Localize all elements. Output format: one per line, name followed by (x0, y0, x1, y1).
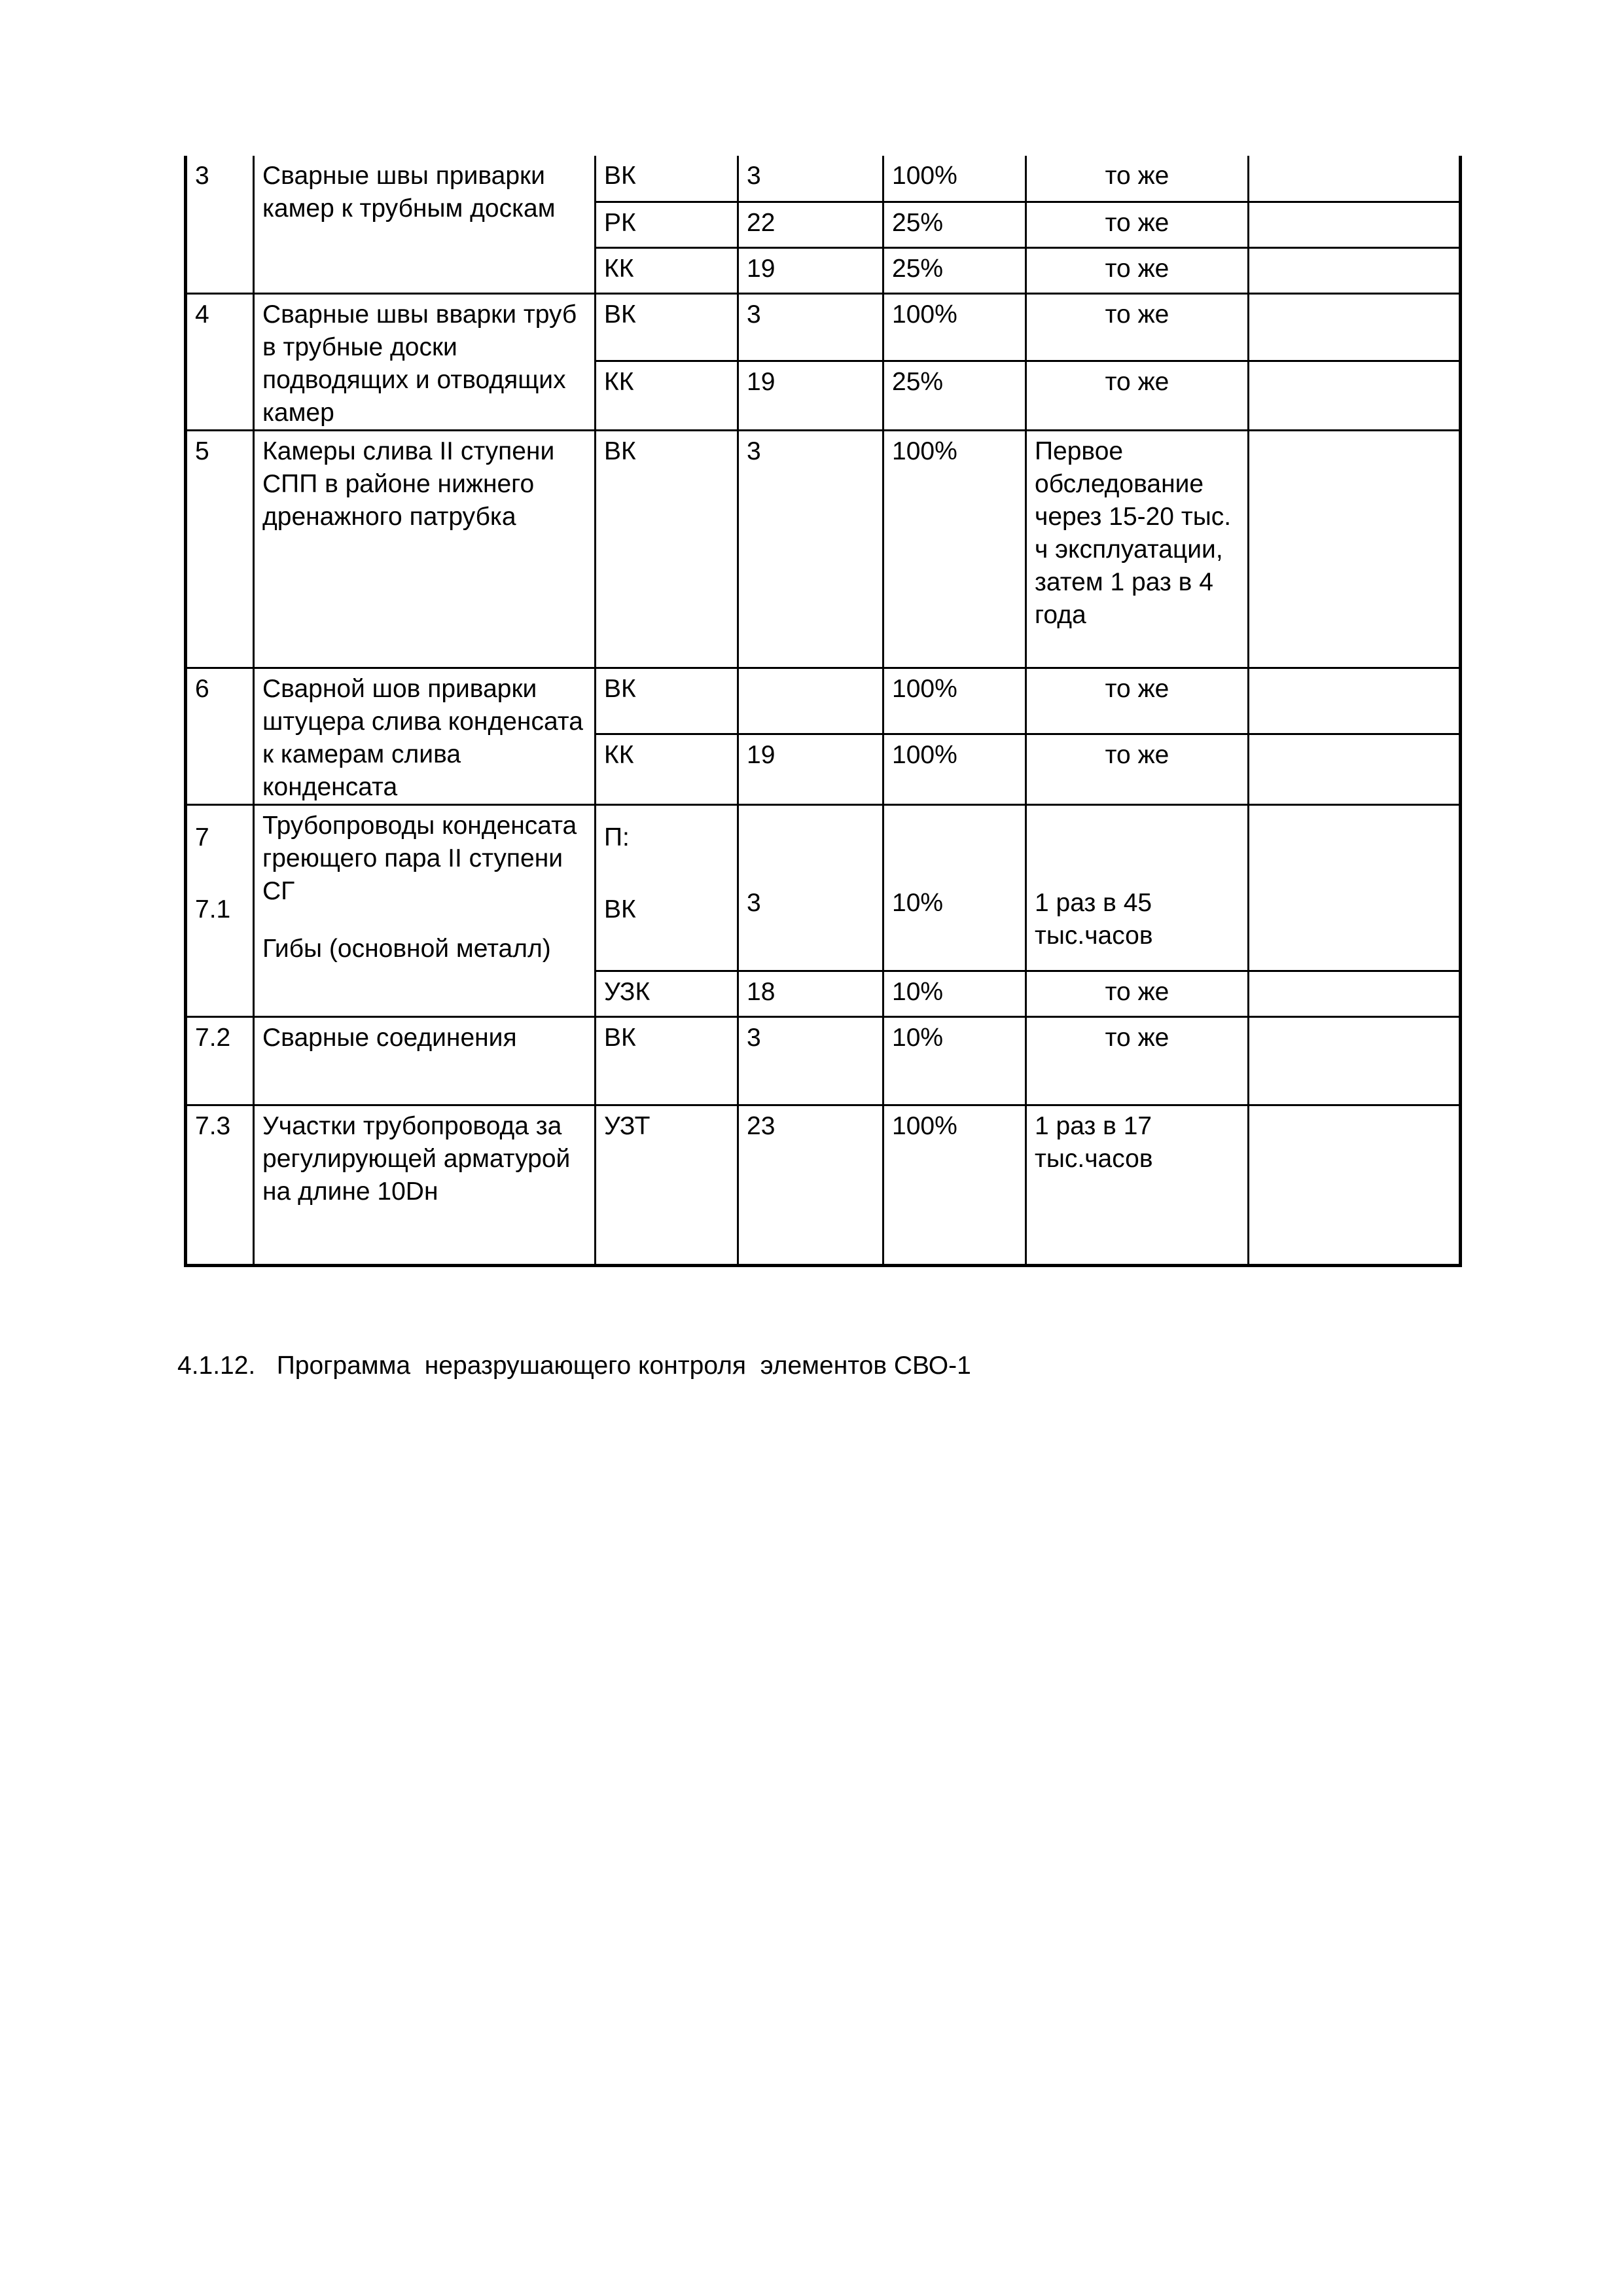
period-cell: то же (1026, 734, 1249, 804)
row-number-7: 7 (195, 823, 209, 852)
method-label-vk: ВК (604, 895, 636, 924)
period-cell: то же (1026, 668, 1249, 734)
row-number-7-1: 7.1 (195, 895, 231, 924)
method-cell: ВК (596, 668, 738, 734)
element-pipelines: Трубопроводы конденсата греющего пара II ступени СГ (262, 811, 577, 905)
norm-cell (738, 668, 883, 734)
method-cell: УЗК (596, 971, 738, 1016)
row-number-cell: 3 (186, 156, 254, 293)
volume-cell (883, 804, 1026, 971)
method-cell: КК (596, 247, 738, 293)
element-cell: Сварные швы приварки камер к трубным доскам (254, 156, 596, 293)
row-number-cell: 7.2 (186, 1016, 254, 1105)
element-cell (254, 804, 596, 1016)
norm-cell: 3 (738, 430, 883, 668)
row-number-cell: 6 (186, 668, 254, 804)
table-row (186, 1016, 1461, 1105)
table-row (186, 156, 1461, 202)
element-cell: Сварной шов приварки штуцера слива конденсата к камерам слива конденсата (254, 668, 596, 804)
note-cell (1249, 202, 1461, 247)
volume-value: 10% (892, 888, 944, 917)
volume-cell: 100% (883, 156, 1026, 202)
norm-cell (738, 804, 883, 971)
norm-cell: 22 (738, 202, 883, 247)
volume-cell: 100% (883, 1105, 1026, 1265)
method-cell: КК (596, 734, 738, 804)
note-cell (1249, 1016, 1461, 1105)
period-cell: Первое обследование через 15-20 тыс. ч эксплуатации, затем 1 раз в 4 года (1026, 430, 1249, 668)
note-cell (1249, 293, 1461, 361)
element-bends: Гибы (основной металл) (262, 934, 551, 963)
period-cell: то же (1026, 247, 1249, 293)
note-cell (1249, 1105, 1461, 1265)
row-number-cell: 4 (186, 293, 254, 430)
table-row (186, 804, 1461, 971)
method-cell: ВК (596, 1016, 738, 1105)
period-cell: то же (1026, 971, 1249, 1016)
volume-cell: 25% (883, 247, 1026, 293)
period-cell: то же (1026, 361, 1249, 430)
volume-cell: 25% (883, 202, 1026, 247)
row-number-cell: 7.3 (186, 1105, 254, 1265)
element-cell: Сварные швы вварки труб в трубные доски подводящих и отводящих камер (254, 293, 596, 430)
row-number-cell: 5 (186, 430, 254, 668)
period-cell: то же (1026, 156, 1249, 202)
norm-cell: 23 (738, 1105, 883, 1265)
element-cell: Камеры слива II ступени СПП в районе нижнего дренажного патрубка (254, 430, 596, 668)
norm-cell: 19 (738, 247, 883, 293)
method-cell: РК (596, 202, 738, 247)
table-row (186, 293, 1461, 361)
volume-cell: 100% (883, 430, 1026, 668)
norm-cell: 18 (738, 971, 883, 1016)
volume-cell: 10% (883, 971, 1026, 1016)
element-cell: Сварные соединения (254, 1016, 596, 1105)
table-row (186, 668, 1461, 734)
method-cell: КК (596, 361, 738, 430)
method-cell: УЗТ (596, 1105, 738, 1265)
note-cell (1249, 971, 1461, 1016)
note-cell (1249, 804, 1461, 971)
period-cell: то же (1026, 293, 1249, 361)
note-cell (1249, 430, 1461, 668)
period-cell: 1 раз в 17 тыс.часов (1026, 1105, 1249, 1265)
volume-cell: 100% (883, 734, 1026, 804)
norm-value: 3 (747, 888, 761, 917)
method-cell: ВК (596, 293, 738, 361)
norm-cell: 3 (738, 1016, 883, 1105)
table-row (186, 430, 1461, 668)
method-cell (596, 804, 738, 971)
element-cell: Участки трубопровода за регулирующей арматурой на длине 10Dн (254, 1105, 596, 1265)
method-label-p: П: (604, 823, 630, 852)
row-number-cell (186, 804, 254, 1016)
volume-cell: 25% (883, 361, 1026, 430)
period-cell: то же (1026, 202, 1249, 247)
period-cell (1026, 804, 1249, 971)
method-cell: ВК (596, 156, 738, 202)
note-cell (1249, 734, 1461, 804)
norm-cell: 19 (738, 361, 883, 430)
volume-cell: 100% (883, 668, 1026, 734)
volume-cell: 10% (883, 1016, 1026, 1105)
note-cell (1249, 156, 1461, 202)
period-cell: то же (1026, 1016, 1249, 1105)
volume-cell: 100% (883, 293, 1026, 361)
method-cell: ВК (596, 430, 738, 668)
norm-cell: 19 (738, 734, 883, 804)
norm-cell: 3 (738, 293, 883, 361)
table-row (186, 1105, 1461, 1265)
note-cell (1249, 361, 1461, 430)
period-value: 1 раз в 45 тыс.часов (1035, 888, 1153, 950)
note-cell (1249, 247, 1461, 293)
note-cell (1249, 668, 1461, 734)
norm-cell: 3 (738, 156, 883, 202)
ndt-program-table (184, 156, 1462, 1267)
section-heading: 4.1.12. Программа неразрушающего контроля элементов СВО-1 (177, 1352, 971, 1380)
